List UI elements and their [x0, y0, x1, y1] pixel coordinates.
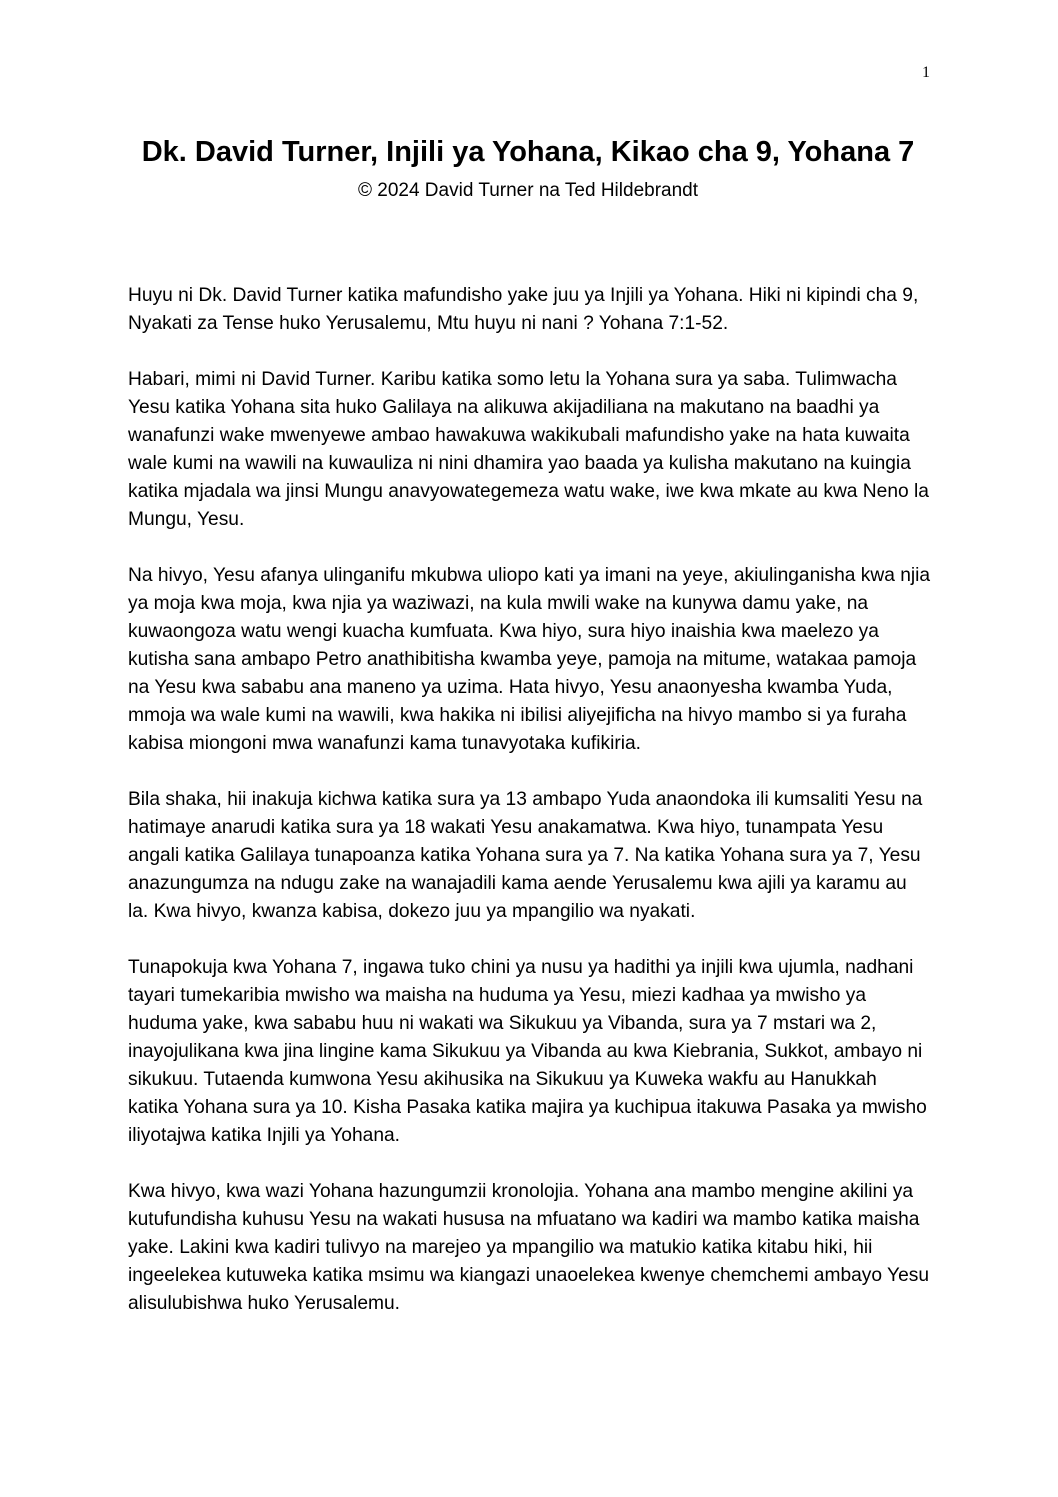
paragraph-2: Habari, mimi ni David Turner. Karibu katika somo letu la Yohana sura ya saba. Tulimwacha Yesu katika Yohana sita huko Galilaya na alikuwa akijadiliana na makutano na baadhi ya wanafunzi wake mwenyewe ambao hawakuwa wakikubali mafundisho yake na hata kuwaita wale kumi na wawili na kuwauliza ni nini dhamira yao baada ya kulisha makutano na kuingia katika mjadala wa jinsi Mungu anavyowategemeza watu wake, iwe kwa mkate au kwa Neno la Mungu, Yesu.: [128, 369, 929, 530]
paragraph-3: Na hivyo, Yesu afanya ulinganifu mkubwa uliopo kati ya imani na yeye, akiulinganisha kwa njia ya moja kwa moja, kwa njia ya waziwazi, na kula mwili wake na kunywa damu yake, na kuwaongoza watu wengi kuacha kumfuata. Kwa hiyo, sura hiyo inaishia kwa maelezo ya kutisha sana ambapo Petro anathibitisha kwamba yeye, pamoja na mitume, watakaa pamoja na Yesu kwa sababu ana maneno ya uzima. Hata hivyo, Yesu anaonyesha kwamba Yuda, mmoja wa wale kumi na wawili, kwa hakika ni ibilisi aliyejificha na hivyo mambo si ya furaha kabisa miongoni mwa wanafunzi kama tunavyotaka kufikiria.: [128, 565, 931, 754]
page-number: 1: [922, 64, 930, 81]
copyright-line: © 2024 David Turner na Ted Hildebrandt: [357, 180, 699, 201]
paragraph-4: Bila shaka, hii inakuja kichwa katika sura ya 13 ambapo Yuda anaondoka ili kumsaliti Yesu na hatimaye anarudi katika sura ya 18 wakati Yesu anakamatwa. Kwa hiyo, tunampata Yesu angali katika Galilaya tunapoanza katika Yohana sura ya 7. Na katika Yohana sura ya 7, Yesu anazungumza na ndugu zake na wanajadili kama aende Yerusalemu kwa ajili ya karamu au la. Kwa hivyo, kwanza kabisa, dokezo juu ya mpangilio wa nyakati.: [128, 789, 923, 922]
paragraph-intro: Huyu ni Dk. David Turner katika mafundisho yake juu ya Injili ya Yohana. Hiki ni kipindi cha 9, Nyakati za Tense huko Yerusalemu, Mtu huyu ni nani ? Yohana 7:1-52.: [128, 285, 919, 334]
body-text: [128, 282, 932, 1346]
document-title: Dk. David Turner, Injili ya Yohana, Kikao cha 9, Yohana 7: [141, 136, 915, 168]
paragraph-6: Kwa hivyo, kwa wazi Yohana hazungumzii kronolojia. Yohana ana mambo mengine akilini ya kutufundisha kuhusu Yesu na wakati hususa na mfuatano wa kadiri wa mambo katika maisha yake. Lakini kwa kadiri tulivyo na marejeo ya mpangilio wa matukio katika kitabu hiki, hii ingeelekea kutuweka katika msimu wa kiangazi unaoelekea kwenye chemchemi ambayo Yesu alisulubishwa huko Yerusalemu.: [128, 1181, 930, 1314]
paragraph-5: Tunapokuja kwa Yohana 7, ingawa tuko chini ya nusu ya hadithi ya injili kwa ujumla, nadhani tayari tumekaribia mwisho wa maisha na huduma ya Yesu, miezi kadhaa ya mwisho ya huduma yake, kwa sababu huu ni wakati wa Sikukuu ya Vibanda, sura ya 7 mstari wa 2, inayojulikana kwa jina lingine kama Sikukuu ya Vibanda au kwa Kiebrania, Sukkot, ambayo ni sikukuu. Tutaenda kumwona Yesu akihusika na Sikukuu ya Kuweka wakfu au Hanukkah katika Yohana sura ya 10. Kisha Pasaka katika majira ya kuchipua itakuwa Pasaka ya mwisho iliyotajwa katika Injili ya Yohana.: [128, 957, 927, 1146]
title-block: [128, 132, 928, 204]
